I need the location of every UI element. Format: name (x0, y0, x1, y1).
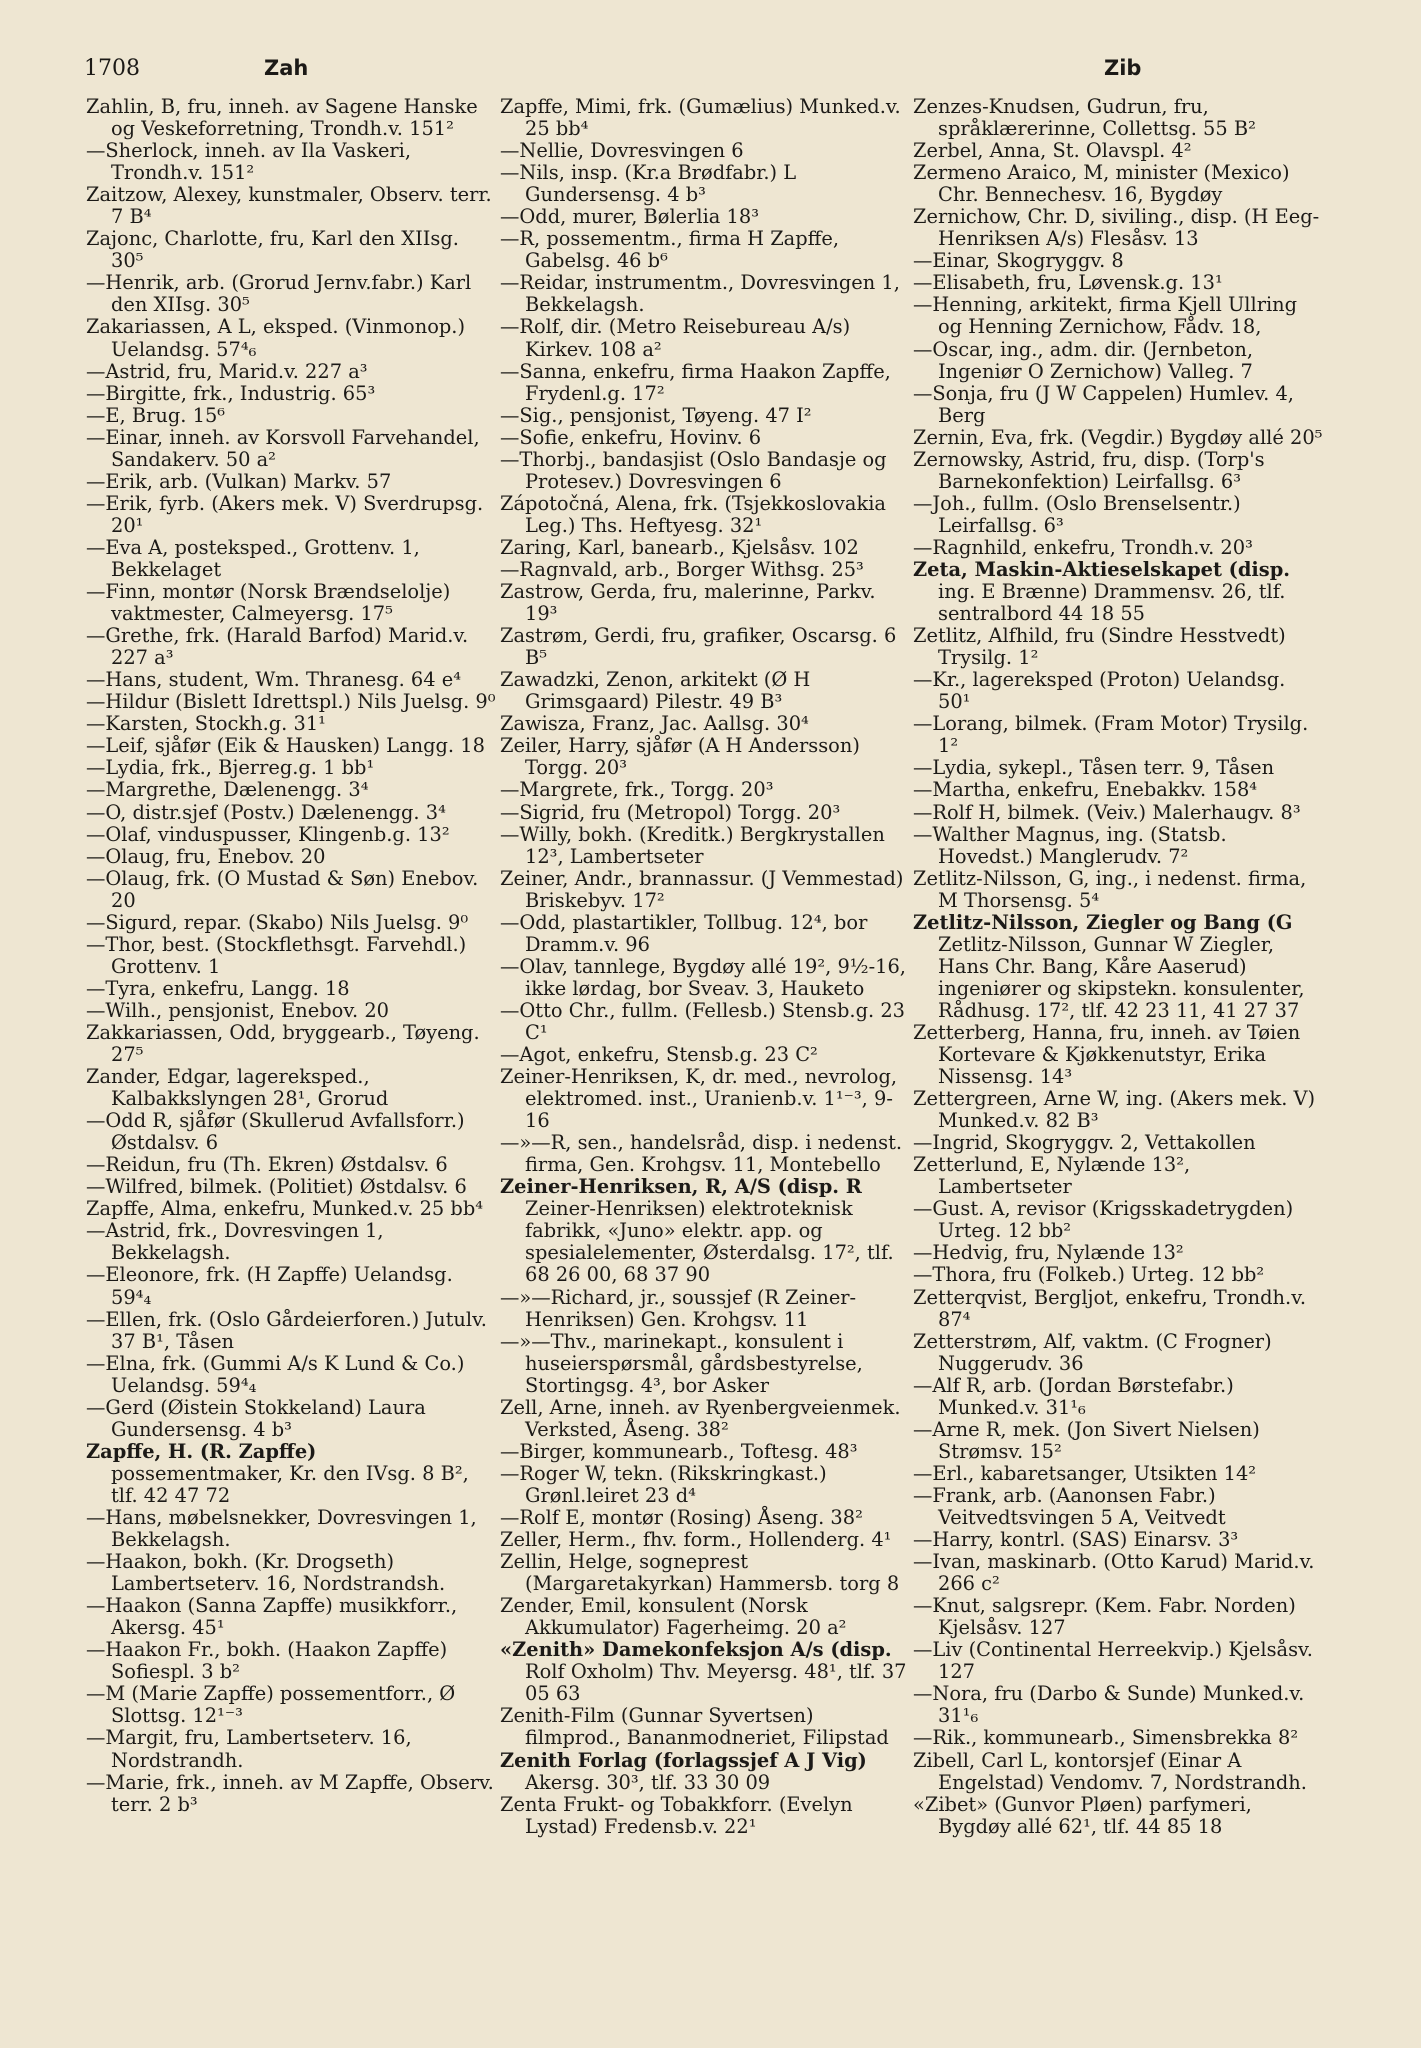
directory-entry: —Otto Chr., fullm. (Fellesb.) Stensb.g. 23 C¹ (500, 998, 905, 1044)
directory-entry: —Erik, fyrb. (Akers mek. V) Sverdrupsg. 20¹ (86, 491, 484, 537)
directory-entry: —Sofie, enkefru, Hovinv. 6 (500, 425, 762, 449)
directory-entry: —Martha, enkefru, Enebakkv. 158⁴ (913, 778, 1258, 802)
directory-entry: —Henning, arkitekt, firma Kjell Ullring og Henning Zernichow, Fådv. 18, (913, 293, 1298, 339)
directory-entry: —Oscar, ing., adm. dir. (Jernbeton, Ingeniør O Zernichow) Valleg. 7 (913, 337, 1254, 383)
directory-entry: —Reidar, instrumentm., Dovresvingen 1, Bekkelagsh. (500, 271, 900, 317)
directory-entry: Zahlin, B, fru, inneh. av Sagene Hanske og Veskeforretning, Trondh.v. 151² (86, 95, 478, 141)
directory-entry: Zaring, Karl, banearb., Kjelsåsv. 102 (500, 535, 859, 559)
directory-entry: —Erik, arb. (Vulkan) Markv. 57 (86, 469, 392, 493)
directory-entry: —Nora, fru (Darbo & Sunde) Munked.v. 31¹₆ (913, 1682, 1305, 1728)
directory-entry: —Birger, kommunearb., Toftesg. 48³ (500, 1439, 858, 1463)
directory-entry: —Hans, student, Wm. Thranesg. 64 e⁴ (86, 668, 461, 692)
directory-entry: Zawisza, Franz, Jac. Aallsg. 30⁴ (500, 712, 809, 736)
directory-entry: —Eva A, posteksped., Grottenv. 1, Bekkelaget (86, 535, 420, 581)
column-1 (86, 96, 496, 1816)
directory-entry: —Erl., kabaretsanger, Utsikten 14² (913, 1461, 1257, 1485)
directory-entry: —Karsten, Stockh.g. 31¹ (86, 712, 326, 736)
directory-entry: —Elisabeth, fru, Løvensk.g. 13¹ (913, 271, 1223, 295)
directory-entry: —»—Richard, jr., soussjef (R Zeiner-Henriksen) Gen. Krohgsv. 11 (500, 1285, 857, 1331)
directory-entry: —Wilh., pensjonist, Enebov. 20 (86, 998, 389, 1022)
directory-entry: —Sigrid, fru (Metropol) Torgg. 20³ (500, 800, 841, 824)
directory-entry: —Agot, enkefru, Stensb.g. 23 C² (500, 1043, 818, 1067)
directory-entry: —R, possementm., firma H Zapffe, Gabelsg. 46 b⁶ (500, 227, 840, 273)
directory-entry: —Sonja, fru (J W Cappelen) Humlev. 4, Berg (913, 381, 1294, 427)
directory-entry: —Thor, best. (Stockflethsgt. Farvehdl.) Grottenv. 1 (86, 932, 467, 978)
directory-entry: —O, distr.sjef (Postv.) Dælenengg. 3⁴ (86, 800, 446, 824)
directory-entry: —Gerd (Øistein Stokkeland) Laura Gundersensg. 4 b³ (86, 1395, 426, 1441)
directory-entry: —Lorang, bilmek. (Fram Motor) Trysilg. 1² (913, 712, 1309, 758)
directory-entry: Zeiner-Henriksen, R, A/S (disp. R Zeiner-Henriksen) elektroteknisk fabrikk, «Juno» elektr. app. og spesialelementer, Østerdalsg. 17², tlf. 68 26 00, 68 37 90 (500, 1175, 894, 1287)
directory-entry: —Harry, kontrl. (SAS) Einarsv. 3³ (913, 1528, 1239, 1552)
directory-entry: —Odd R, sjåfør (Skullerud Avfallsforr.) Østdalsv. 6 (86, 1109, 465, 1155)
directory-entry: Zapffe, Mimi, frk. (Gumælius) Munked.v. 25 bb⁴ (500, 95, 901, 141)
directory-entry: —Kr., lagereksped (Proton) Uelandsg. 50¹ (913, 668, 1286, 714)
directory-entry: —Henrik, arb. (Grorud Jernv.fabr.) Karl den XIIsg. 30⁵ (86, 271, 472, 317)
directory-entry: —Eleonore, frk. (H Zapffe) Uelandsg. 59⁴₄ (86, 1263, 453, 1309)
directory-entry: —Gust. A, revisor (Krigsskadetrygden) Urteg. 12 bb² (913, 1197, 1294, 1243)
directory-entry: —Birgitte, frk., Industrig. 65³ (86, 381, 376, 405)
directory-entry: —Thorbj., bandasjist (Oslo Bandasje og Protesev.) Dovresvingen 6 (500, 447, 887, 493)
directory-entry: —Odd, plastartikler, Tollbug. 12⁴, bor Dramm.v. 96 (500, 910, 868, 956)
directory-entry: Zeiner-Henriksen, K, dr. med., nevrolog, elektromed. inst., Uranienb.v. 1¹⁻³, 9-16 (500, 1065, 898, 1133)
column-2 (500, 96, 910, 1838)
directory-entry: —Frank, arb. (Aanonsen Fabr.) Veitvedtsvingen 5 A, Veitvedt (913, 1483, 1226, 1529)
directory-entry: —Haakon, bokh. (Kr. Drogseth) Lambertseterv. 16, Nordstrandsh. (86, 1550, 446, 1596)
directory-entry: —Margrethe, Dælenengg. 3⁴ (86, 778, 369, 802)
directory-entry: —Hedvig, fru, Nylænde 13² (913, 1241, 1184, 1265)
directory-entry: —Olaf, vinduspusser, Klingenb.g. 13² (86, 822, 450, 846)
directory-entry: Zakariassen, A L, eksped. (Vinmonop.) Uelandsg. 57⁴₆ (86, 315, 466, 361)
directory-entry: Zenzes-Knudsen, Gudrun, fru, språklærerinne, Collettsg. 55 B² (913, 95, 1256, 141)
column-3 (913, 96, 1323, 1838)
directory-entry: Zibell, Carl L, kontorsjef (Einar A Engelstad) Vendomv. 7, Nordstrandh. (913, 1748, 1307, 1794)
directory-entry: —Ivan, maskinarb. (Otto Karud) Marid.v. 266 c² (913, 1550, 1315, 1596)
directory-entry: —Thora, fru (Folkeb.) Urteg. 12 bb² (913, 1263, 1265, 1287)
directory-entry: —Wilfred, bilmek. (Politiet) Østdalsv. 6 (86, 1175, 467, 1199)
directory-entry: Zajonc, Charlotte, fru, Karl den XIIsg. 30⁵ (86, 227, 459, 273)
directory-entry: Zeller, Herm., fhv. form., Hollenderg. 4¹ (500, 1528, 892, 1552)
directory-entry: —Odd, murer, Bølerlia 18³ (500, 205, 759, 229)
directory-entry: —Finn, montør (Norsk Brændselolje) vaktmester, Calmeyersg. 17⁵ (86, 580, 451, 626)
directory-entry: —Reidun, fru (Th. Ekren) Østdalsv. 6 (86, 1153, 448, 1177)
directory-entry: —Alf R, arb. (Jordan Børstefabr.) Munked.v. 31¹₆ (913, 1373, 1234, 1419)
directory-entry: —Nellie, Dovresvingen 6 (500, 139, 744, 163)
directory-entry: Zeta, Maskin-Aktieselskapet (disp. ing. E Brænne) Drammensv. 26, tlf. sentralbord 44 18 55 (913, 557, 1291, 626)
directory-entry: —Leif, sjåfør (Eik & Hausken) Langg. 18 (86, 734, 485, 758)
directory-entry: —Margrete, frk., Torgg. 20³ (500, 778, 774, 802)
directory-entry: —Rolf H, bilmek. (Veiv.) Malerhaugv. 8³ (913, 800, 1301, 824)
directory-entry: «Zenith» Damekonfeksjon A/s (disp. Rolf Oxholm) Thv. Meyersg. 48¹, tlf. 37 05 63 (500, 1638, 907, 1706)
directory-entry: Zenith Forlag (forlagssjef A J Vig) Akersg. 30³, tlf. 33 30 09 (500, 1748, 867, 1794)
directory-entry: —Rik., kommunearb., Simensbrekka 8² (913, 1726, 1299, 1750)
directory-entry: —Joh., fullm. (Oslo Brenselsentr.) Leirfallsg. 6³ (913, 491, 1241, 537)
directory-entry: Zastrow, Gerda, fru, malerinne, Parkv. 19³ (500, 580, 876, 626)
directory-entry: —Sigurd, repar. (Skabo) Nils Juelsg. 9⁰ (86, 910, 469, 934)
directory-entry: —Olav, tannlege, Bygdøy allé 19², 9½-16, ikke lørdag, bor Sveav. 3, Hauketo (500, 954, 906, 1000)
right-guide-word: Zib (1104, 56, 1142, 80)
directory-entry: Zakkariassen, Odd, bryggearb., Tøyeng. 27⁵ (86, 1020, 480, 1067)
directory-entry: —Walther Magnus, ing. (Statsb. Hovedst.) Manglerudv. 7² (913, 822, 1227, 868)
directory-entry: —Arne R, mek. (Jon Sivert Nielsen) Strømsv. 15² (913, 1417, 1260, 1463)
directory-entry: Zetlitz-Nilsson, Ziegler og Bang (G Zetlitz-Nilsson, Gunnar W Ziegler, Hans Chr. Bang, Kåre Aaserud) ingeniører og skipstekn. konsulenter, Rådhusg. 17², tlf. 42 23 11, 41 27 37 (913, 910, 1305, 1022)
directory-entry: —Tyra, enkefru, Langg. 18 (86, 976, 350, 1000)
directory-entry: —Olaug, fru, Enebov. 20 (86, 844, 326, 868)
directory-entry: —Margit, fru, Lambertseterv. 16, Nordstrandh. (86, 1726, 412, 1772)
directory-entry: —Lydia, frk., Bjerreg.g. 1 bb¹ (86, 756, 375, 780)
directory-entry: Zetlitz, Alfhild, fru (Sindre Hesstvedt) Trysilg. 1² (913, 624, 1286, 670)
directory-entry: —Hildur (Bislett Idrettspl.) Nils Juelsg. 9⁰ (86, 690, 496, 714)
directory-entry: Zetterlund, E, Nylænde 13², Lambertseter (913, 1153, 1191, 1199)
directory-entry: —Einar, Skogryggv. 8 (913, 249, 1124, 273)
directory-entry: —Knut, salgsrepr. (Kem. Fabr. Norden) Kjelsåsv. 127 (913, 1594, 1296, 1640)
directory-entry: Zenith-Film (Gunnar Syvertsen) filmprod., Bananmodneriet, Filipstad (500, 1704, 889, 1750)
directory-entry: Zapffe, H. (R. Zapffe) possementmaker, Kr. den IVsg. 8 B², tlf. 42 47 72 (86, 1439, 469, 1507)
directory-entry: Zetlitz-Nilsson, G, ing., i nedenst. firma, M Thorsensg. 5⁴ (913, 866, 1307, 912)
directory-entry: —Einar, inneh. av Korsvoll Farvehandel, Sandakerv. 50 a² (86, 425, 480, 471)
directory-entry: Zetterberg, Hanna, fru, inneh. av Tøien Kortevare & Kjøkkenutstyr, Erika Nissensg. 14³ (913, 1020, 1301, 1089)
directory-entry: Zapffe, Alma, enkefru, Munked.v. 25 bb⁴ (86, 1197, 484, 1221)
directory-entry: Zernowsky, Astrid, fru, disp. (Torp's Barnekonfektion) Leirfallsg. 6³ (913, 447, 1265, 493)
directory-entry: —M (Marie Zapffe) possementforr., Ø Slottsg. 12¹⁻³ (86, 1682, 456, 1728)
directory-entry: —Marie, frk., inneh. av M Zapffe, Observ. terr. 2 b³ (86, 1770, 494, 1816)
directory-entry: Zermeno Araico, M, minister (Mexico) Chr. Bennechesv. 16, Bygdøy (913, 161, 1290, 207)
directory-entry: Zawadzki, Zenon, arkitekt (Ø H Grimsgaard) Pilestr. 49 B³ (500, 668, 811, 714)
directory-entry: Zender, Emil, konsulent (Norsk Akkumulator) Fagerheimg. 20 a² (500, 1594, 847, 1640)
directory-entry: —Lydia, sykepl., Tåsen terr. 9, Tåsen (913, 756, 1275, 780)
directory-entry: —»—R, sen., handelsråd, disp. i nedenst. firma, Gen. Krohgsv. 11, Montebello (500, 1131, 903, 1177)
directory-entry: «Zibet» (Gunvor Pløen) parfymeri, Bygdøy allé 62¹, tlf. 44 85 18 (913, 1792, 1252, 1838)
directory-entry: —Ragnvald, arb., Borger Withsg. 25³ (500, 557, 864, 581)
directory-entry: —Haakon Fr., bokh. (Haakon Zapffe) Sofiespl. 3 b² (86, 1638, 448, 1684)
directory-entry: —Ellen, frk. (Oslo Gårdeierforen.) Jutulv. 37 B¹, Tåsen (86, 1307, 487, 1353)
directory-entry: —Rolf, dir. (Metro Reisebureau A/s) Kirkev. 108 a² (500, 315, 851, 361)
directory-entry: —Haakon (Sanna Zapffe) musikkforr., Akersg. 45¹ (86, 1594, 458, 1640)
directory-entry: Zernin, Eva, frk. (Vegdir.) Bygdøy allé 20⁵ (913, 425, 1323, 449)
directory-entry: Zellin, Helge, sogneprest (Margaretakyrkan) Hammersb. torg 8 (500, 1550, 900, 1596)
directory-entry: —Nils, insp. (Kr.a Brødfabr.) L Gundersensg. 4 b³ (500, 161, 797, 207)
directory-entry: —Ragnhild, enkefru, Trondh.v. 20³ (913, 535, 1253, 559)
directory-entry: —Astrid, frk., Dovresvingen 1, Bekkelagsh. (86, 1219, 384, 1265)
directory-entry: —Hans, møbelsnekker, Dovresvingen 1, Bekkelagsh. (86, 1506, 477, 1552)
page-header (84, 56, 1344, 92)
directory-entry: —Sanna, enkefru, firma Haakon Zapffe, Frydenl.g. 17² (500, 359, 891, 405)
directory-entry: Zastrøm, Gerdi, fru, grafiker, Oscarsg. 6 B⁵ (500, 624, 897, 670)
directory-entry: Zeiner, Andr., brannassur. (J Vemmestad) Briskebyv. 17² (500, 866, 904, 912)
directory-entry: —»—Thv., marinekapt., konsulent i huseierspørsmål, gårdsbestyrelse, Stortingsg. 4³, bor Asker (500, 1329, 863, 1397)
directory-entry: —Olaug, frk. (O Mustad & Søn) Enebov. 20 (86, 866, 479, 912)
directory-entry: —Sig., pensjonist, Tøyeng. 47 I² (500, 403, 812, 427)
directory-entry: Zaitzow, Alexey, kunstmaler, Observ. terr. 7 B⁴ (86, 183, 492, 229)
directory-entry: —Rolf E, montør (Rosing) Åseng. 38² (500, 1506, 863, 1529)
directory-entry: Zenta Frukt- og Tobakkforr. (Evelyn Lystad) Fredensb.v. 22¹ (500, 1792, 853, 1838)
page-number: 1708 (84, 56, 140, 81)
directory-entry: Zerbel, Anna, St. Olavspl. 4² (913, 139, 1192, 163)
directory-entry: —Astrid, fru, Marid.v. 227 a³ (86, 359, 368, 383)
directory-entry: Zernichow, Chr. D, siviling., disp. (H Eeg-Henriksen A/s) Flesåsv. 13 (913, 205, 1320, 251)
directory-entry: Zell, Arne, inneh. av Ryenbergveienmek. Verksted, Åseng. 38² (500, 1395, 901, 1441)
left-guide-word: Zah (264, 56, 309, 80)
directory-entry: —Roger W, tekn. (Rikskringkast.) Grønl.leiret 23 d⁴ (500, 1461, 827, 1507)
directory-entry: —Liv (Continental Herreekvip.) Kjelsåsv. 127 (913, 1638, 1313, 1684)
directory-entry: Zetterstrøm, Alf, vaktm. (C Frogner) Nuggerudv. 36 (913, 1329, 1272, 1375)
directory-entry: —Grethe, frk. (Harald Barfod) Marid.v. 227 a³ (86, 624, 469, 670)
directory-entry: —E, Brug. 15⁶ (86, 403, 226, 427)
directory-entry: —Elna, frk. (Gummi A/s K Lund & Co.) Uelandsg. 59⁴₄ (86, 1351, 465, 1397)
directory-entry: Zápotočná, Alena, frk. (Tsjekkoslovakia Leg.) Ths. Heftyesg. 32¹ (500, 491, 886, 537)
directory-entry: —Ingrid, Skogryggv. 2, Vettakollen (913, 1131, 1256, 1155)
directory-entry: Zeiler, Harry, sjåfør (A H Andersson) Torgg. 20³ (500, 734, 860, 780)
directory-entry: Zettergreen, Arne W, ing. (Akers mek. V) Munked.v. 82 B³ (913, 1087, 1316, 1133)
directory-entry: Zetterqvist, Bergljot, enkefru, Trondh.v. 87⁴ (913, 1285, 1307, 1331)
directory-entry: —Sherlock, inneh. av Ila Vaskeri, Trondh.v. 151² (86, 139, 412, 185)
directory-entry: —Willy, bokh. (Kreditk.) Bergkrystallen 12³, Lambertseter (500, 822, 885, 868)
directory-entry: Zander, Edgar, lagereksped., Kalbakkslyngen 28¹, Grorud (86, 1065, 389, 1111)
